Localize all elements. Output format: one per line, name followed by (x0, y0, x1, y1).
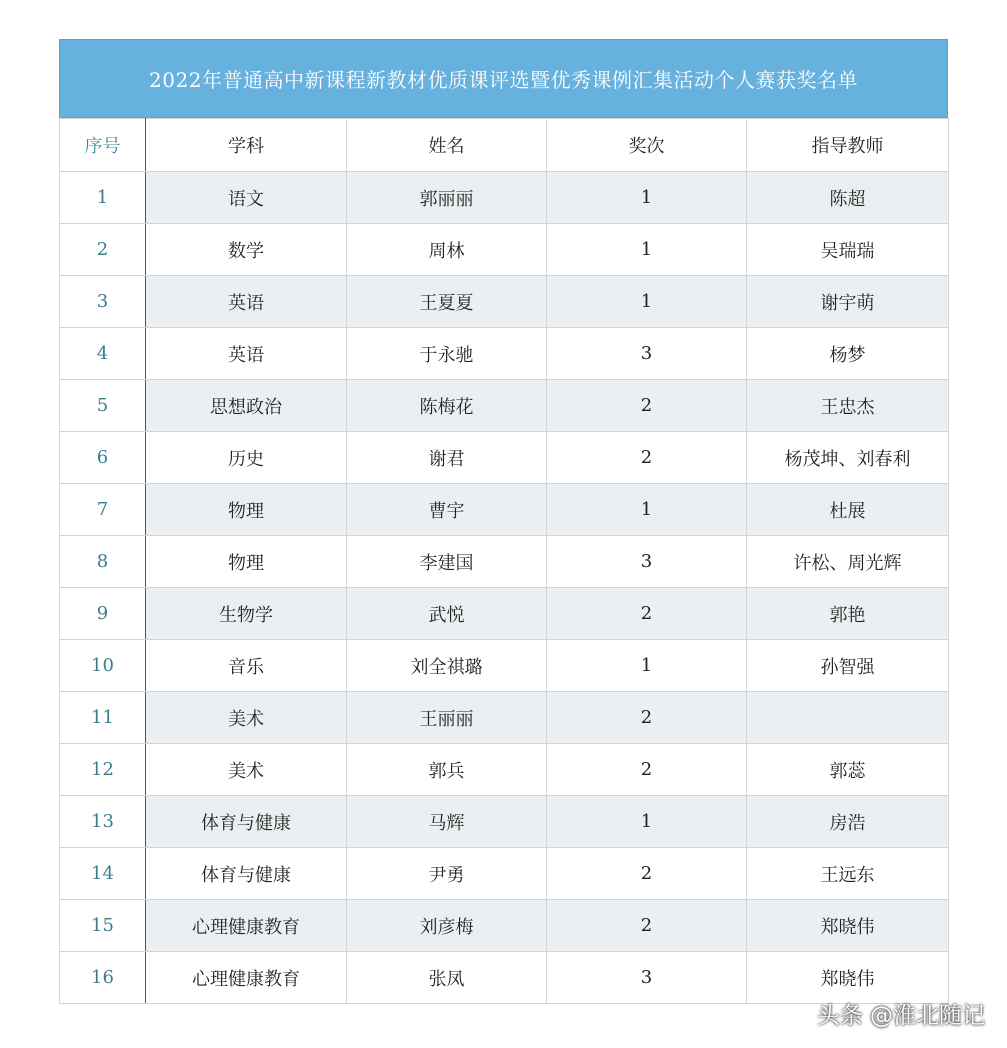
award-table (59, 118, 949, 1004)
table-row (60, 172, 949, 224)
name-cell: 马辉 (347, 796, 547, 848)
header-rank: 奖次 (547, 119, 747, 172)
table-row (60, 380, 949, 432)
rank-cell: 1 (547, 172, 747, 224)
subject-cell: 心理健康教育 (146, 952, 347, 1004)
teacher-cell: 杨梦 (747, 328, 949, 380)
seq-cell: 12 (60, 744, 146, 796)
name-cell: 武悦 (347, 588, 547, 640)
teacher-cell: 王远东 (747, 848, 949, 900)
name-cell: 王夏夏 (347, 276, 547, 328)
table-row (60, 224, 949, 276)
teacher-cell (747, 692, 949, 744)
rank-cell: 2 (547, 900, 747, 952)
subject-cell: 历史 (146, 432, 347, 484)
subject-cell: 英语 (146, 328, 347, 380)
name-cell: 曹宇 (347, 484, 547, 536)
seq-cell: 4 (60, 328, 146, 380)
table-row (60, 744, 949, 796)
subject-cell: 思想政治 (146, 380, 347, 432)
seq-cell: 5 (60, 380, 146, 432)
teacher-cell: 郭蕊 (747, 744, 949, 796)
teacher-cell: 郑晓伟 (747, 952, 949, 1004)
rank-cell: 1 (547, 276, 747, 328)
teacher-cell: 谢宇萌 (747, 276, 949, 328)
rank-cell: 2 (547, 588, 747, 640)
rank-cell: 2 (547, 432, 747, 484)
seq-cell: 7 (60, 484, 146, 536)
seq-cell: 16 (60, 952, 146, 1004)
table-row (60, 796, 949, 848)
seq-cell: 3 (60, 276, 146, 328)
seq-cell: 15 (60, 900, 146, 952)
subject-cell: 音乐 (146, 640, 347, 692)
rank-cell: 3 (547, 952, 747, 1004)
teacher-cell: 孙智强 (747, 640, 949, 692)
name-cell: 王丽丽 (347, 692, 547, 744)
header-subject: 学科 (146, 119, 347, 172)
name-cell: 李建国 (347, 536, 547, 588)
seq-cell: 8 (60, 536, 146, 588)
rank-cell: 3 (547, 328, 747, 380)
rank-cell: 2 (547, 848, 747, 900)
rank-cell: 2 (547, 692, 747, 744)
subject-cell: 物理 (146, 484, 347, 536)
table-body (60, 172, 949, 1004)
watermark-text: 头条 @淮北随记 (816, 1003, 985, 1029)
rank-cell: 2 (547, 744, 747, 796)
table-row (60, 276, 949, 328)
subject-cell: 英语 (146, 276, 347, 328)
seq-cell: 14 (60, 848, 146, 900)
seq-cell: 6 (60, 432, 146, 484)
subject-cell: 物理 (146, 536, 347, 588)
teacher-cell: 许松、周光辉 (747, 536, 949, 588)
name-cell: 陈梅花 (347, 380, 547, 432)
rank-cell: 3 (547, 536, 747, 588)
seq-cell: 9 (60, 588, 146, 640)
subject-cell: 语文 (146, 172, 347, 224)
teacher-cell: 杨茂坤、刘春利 (747, 432, 949, 484)
teacher-cell: 郑晓伟 (747, 900, 949, 952)
header-seq: 序号 (60, 119, 146, 172)
seq-cell: 2 (60, 224, 146, 276)
name-cell: 谢君 (347, 432, 547, 484)
rank-cell: 1 (547, 224, 747, 276)
teacher-cell: 郭艳 (747, 588, 949, 640)
subject-cell: 体育与健康 (146, 796, 347, 848)
seq-cell: 13 (60, 796, 146, 848)
rank-cell: 2 (547, 380, 747, 432)
rank-cell: 1 (547, 484, 747, 536)
subject-cell: 美术 (146, 744, 347, 796)
name-cell: 刘全祺璐 (347, 640, 547, 692)
document-title: 2022年普通高中新课程新教材优质课评选暨优秀课例汇集活动个人赛获奖名单 (59, 39, 948, 118)
name-cell: 周林 (347, 224, 547, 276)
name-cell: 张凤 (347, 952, 547, 1004)
header-teacher: 指导教师 (747, 119, 949, 172)
table-row (60, 536, 949, 588)
table-row (60, 328, 949, 380)
name-cell: 于永驰 (347, 328, 547, 380)
subject-cell: 数学 (146, 224, 347, 276)
header-name: 姓名 (347, 119, 547, 172)
table-row (60, 484, 949, 536)
name-cell: 刘彦梅 (347, 900, 547, 952)
name-cell: 郭丽丽 (347, 172, 547, 224)
subject-cell: 心理健康教育 (146, 900, 347, 952)
subject-cell: 美术 (146, 692, 347, 744)
seq-cell: 10 (60, 640, 146, 692)
subject-cell: 体育与健康 (146, 848, 347, 900)
subject-cell: 生物学 (146, 588, 347, 640)
teacher-cell: 王忠杰 (747, 380, 949, 432)
rank-cell: 1 (547, 796, 747, 848)
table-row (60, 692, 949, 744)
rank-cell: 1 (547, 640, 747, 692)
teacher-cell: 房浩 (747, 796, 949, 848)
name-cell: 尹勇 (347, 848, 547, 900)
teacher-cell: 陈超 (747, 172, 949, 224)
table-header-row (60, 119, 949, 172)
seq-cell: 11 (60, 692, 146, 744)
table-row (60, 640, 949, 692)
table-row (60, 952, 949, 1004)
teacher-cell: 吴瑞瑞 (747, 224, 949, 276)
table-row (60, 900, 949, 952)
award-list-document (59, 39, 948, 1004)
teacher-cell: 杜展 (747, 484, 949, 536)
table-row (60, 432, 949, 484)
name-cell: 郭兵 (347, 744, 547, 796)
table-row (60, 848, 949, 900)
table-row (60, 588, 949, 640)
seq-cell: 1 (60, 172, 146, 224)
